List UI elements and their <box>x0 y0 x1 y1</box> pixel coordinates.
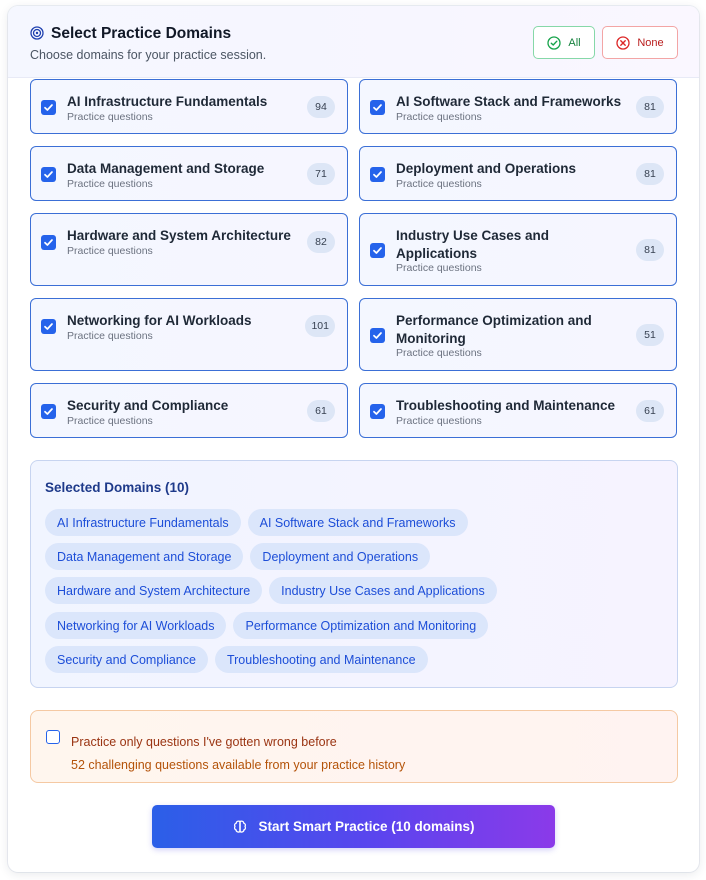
domain-card[interactable] <box>30 383 348 438</box>
question-count-badge: 61 <box>636 400 664 422</box>
domain-subtitle: Practice questions <box>396 178 482 190</box>
selected-domains-title: Selected Domains (10) <box>45 480 190 495</box>
domain-card[interactable] <box>30 298 348 371</box>
domain-card[interactable] <box>359 79 677 134</box>
select-none-label: None <box>637 36 664 49</box>
domain-card[interactable] <box>359 146 677 201</box>
domain-checkbox[interactable] <box>370 243 385 258</box>
question-count-badge: 81 <box>636 239 664 261</box>
question-count-badge: 71 <box>307 163 335 185</box>
selected-domain-chip: Networking for AI Workloads <box>45 612 226 639</box>
selected-domain-chip: Deployment and Operations <box>250 543 430 570</box>
domain-checkbox[interactable] <box>370 328 385 343</box>
domain-subtitle: Practice questions <box>67 330 153 342</box>
domain-subtitle: Practice questions <box>396 111 482 123</box>
domain-subtitle: Practice questions <box>396 262 482 274</box>
check-circle-icon <box>547 36 561 50</box>
selected-domains-panel <box>30 460 678 688</box>
domain-subtitle: Practice questions <box>67 415 153 427</box>
question-count-badge: 82 <box>307 231 335 253</box>
select-all-button[interactable] <box>533 26 595 59</box>
domain-checkbox[interactable] <box>41 235 56 250</box>
domain-name: AI Infrastructure Fundamentals <box>67 94 268 109</box>
selected-domain-chip: Data Management and Storage <box>45 543 243 570</box>
checkmark-icon <box>43 321 54 332</box>
checkmark-icon <box>43 102 54 113</box>
domain-subtitle: Practice questions <box>396 347 482 359</box>
checkmark-icon <box>43 169 54 180</box>
question-count-badge: 94 <box>307 96 335 118</box>
checkmark-icon <box>43 237 54 248</box>
domain-subtitle: Practice questions <box>396 415 482 427</box>
domain-subtitle: Practice questions <box>67 178 153 190</box>
domain-checkbox[interactable] <box>41 404 56 419</box>
selected-domain-chip: Hardware and System Architecture <box>45 577 262 604</box>
domain-name: Industry Use Cases and Applications <box>396 228 550 261</box>
domain-checkbox[interactable] <box>41 319 56 334</box>
selected-domain-chip: Industry Use Cases and Applications <box>269 577 497 604</box>
target-icon <box>30 26 44 40</box>
card-header <box>8 6 699 78</box>
domain-card[interactable] <box>359 383 677 438</box>
domain-card[interactable] <box>30 146 348 201</box>
checkmark-icon <box>372 330 383 341</box>
domain-card[interactable] <box>359 298 677 371</box>
domain-name: AI Software Stack and Frameworks <box>396 94 622 109</box>
chip-row <box>45 646 428 673</box>
domain-checkbox[interactable] <box>370 404 385 419</box>
domain-name: Troubleshooting and Maintenance <box>396 398 616 413</box>
question-count-badge: 101 <box>305 315 335 337</box>
wrong-questions-label: Practice only questions I've gotten wrong before <box>71 735 337 749</box>
domain-card[interactable] <box>30 213 348 286</box>
select-none-button[interactable] <box>602 26 678 59</box>
checkmark-icon <box>43 406 54 417</box>
start-smart-practice-button[interactable] <box>152 805 555 848</box>
practice-domain-card <box>8 6 699 872</box>
domain-name: Hardware and System Architecture <box>67 228 291 243</box>
domain-name: Security and Compliance <box>67 398 229 413</box>
selected-domain-chip: Performance Optimization and Monitoring <box>233 612 488 639</box>
checkmark-icon <box>372 169 383 180</box>
question-count-badge: 61 <box>307 400 335 422</box>
chip-row <box>45 577 497 604</box>
domain-checkbox[interactable] <box>370 100 385 115</box>
selected-domain-chip: Security and Compliance <box>45 646 208 673</box>
chip-row <box>45 509 468 536</box>
checkmark-icon <box>372 245 383 256</box>
domain-checkbox[interactable] <box>370 167 385 182</box>
domain-card[interactable] <box>30 79 348 134</box>
selected-domain-chip: AI Software Stack and Frameworks <box>248 509 468 536</box>
selected-domain-chip: AI Infrastructure Fundamentals <box>45 509 241 536</box>
brain-icon <box>232 819 248 835</box>
wrong-questions-count: 52 challenging questions available from your practice history <box>71 758 406 772</box>
domain-checkbox[interactable] <box>41 100 56 115</box>
checkmark-icon <box>372 102 383 113</box>
select-all-label: All <box>568 36 581 49</box>
page-title: Select Practice Domains <box>51 25 232 42</box>
domain-name: Networking for AI Workloads <box>67 313 252 328</box>
question-count-badge: 51 <box>636 324 664 346</box>
selected-domain-chip: Troubleshooting and Maintenance <box>215 646 428 673</box>
domain-name: Performance Optimization and Monitoring <box>396 313 592 346</box>
domain-card[interactable] <box>359 213 677 286</box>
start-button-label: Start Smart Practice (10 domains) <box>258 819 475 834</box>
question-count-badge: 81 <box>636 163 664 185</box>
domain-name: Data Management and Storage <box>67 161 265 176</box>
chip-row <box>45 543 430 570</box>
domain-subtitle: Practice questions <box>67 111 153 123</box>
wrong-questions-checkbox[interactable] <box>46 730 60 744</box>
domain-subtitle: Practice questions <box>67 245 153 257</box>
domain-name: Deployment and Operations <box>396 161 577 176</box>
chip-row <box>45 612 488 639</box>
wrong-questions-panel <box>30 710 678 783</box>
domain-checkbox[interactable] <box>41 167 56 182</box>
checkmark-icon <box>372 406 383 417</box>
x-circle-icon <box>616 36 630 50</box>
question-count-badge: 81 <box>636 96 664 118</box>
page-subtitle: Choose domains for your practice session. <box>30 48 267 62</box>
